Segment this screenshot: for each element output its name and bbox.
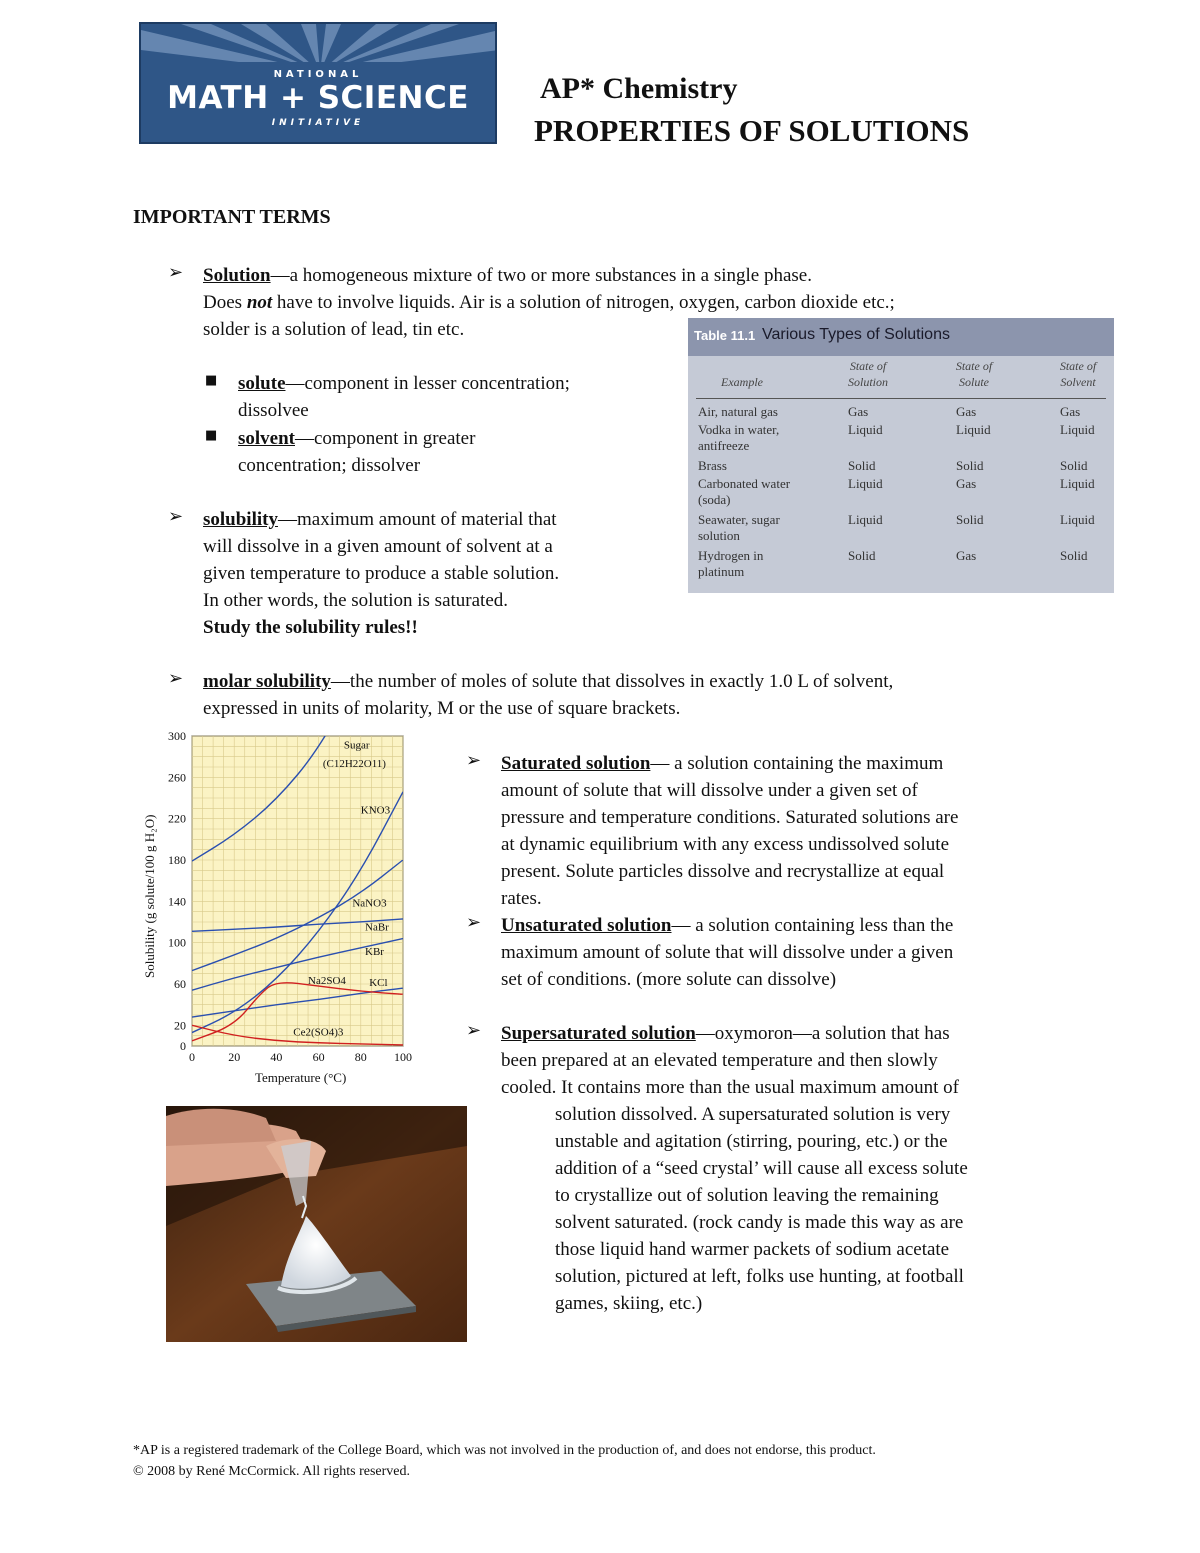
table-cell: Carbonated water (soda): [698, 476, 791, 507]
table-header-solution: State of Solution: [847, 359, 888, 389]
arrow-bullet-icon: ➢: [168, 668, 184, 689]
table-divider: [696, 398, 1106, 399]
table-header-example: Example: [721, 375, 763, 389]
saturated-line4: at dynamic equilibrium with any excess undissolved solute: [501, 834, 950, 855]
x-tick-label: 40: [270, 1050, 283, 1064]
y-tick-label: 140: [168, 894, 186, 909]
supersaturated-definition: [501, 1020, 950, 1047]
saturated-line1: — a solution containing the maximum: [650, 753, 944, 774]
unsaturated-line2: maximum amount of solute that will dissolve under a given: [501, 942, 954, 963]
table-cell: Liquid: [1060, 512, 1095, 527]
nmsi-logo: [139, 22, 497, 144]
table-cell: Gas: [956, 404, 977, 419]
trademark-notice: *AP is a registered trademark of the College Board, which was not involved in the production of, and does not endorse, this product.: [133, 1443, 876, 1458]
unsaturated-line1: — a solution containing less than the: [671, 915, 954, 936]
y-tick-label: 180: [168, 853, 186, 867]
table-cell: Liquid: [956, 422, 991, 437]
table-number: Table 11.1: [694, 328, 756, 343]
solution-line2-a: Does: [203, 292, 247, 313]
arrow-bullet-icon: ➢: [168, 262, 184, 283]
supersaturated-line5: unstable and agitation (stirring, pouring, etc.) or the: [555, 1131, 948, 1152]
solubility-curve-chart: [130, 728, 420, 1093]
table-cell: Solid: [1060, 458, 1088, 473]
section-heading: IMPORTANT TERMS: [133, 206, 331, 228]
table-header-solute: State of Solute: [955, 359, 993, 389]
table-header-solvent: State of Solvent: [1059, 359, 1097, 389]
table-cell: Liquid: [848, 422, 883, 437]
saturated-line6: rates.: [501, 888, 542, 909]
series-label-kcl: KCl: [369, 977, 388, 990]
table-caption: Various Types of Solutions: [762, 326, 950, 343]
table-cell: Air, natural gas: [698, 404, 778, 419]
chart-x-ticks: [189, 1050, 412, 1064]
series-label-sugar-formula: (C12H22O11): [322, 758, 386, 770]
logo-line1: NATIONAL: [273, 69, 363, 80]
table-cell: Gas: [956, 548, 977, 563]
solute-line2: dissolvee: [238, 400, 309, 421]
supersaturated-term: Supersaturated solution: [501, 1023, 696, 1044]
table-cell: Solid: [956, 458, 984, 473]
table-cell: Gas: [956, 476, 977, 491]
supersaturated-line4: solution dissolved. A supersaturated solution is very: [555, 1104, 951, 1125]
solubility-line1: —maximum amount of material that: [277, 509, 557, 530]
table-cell: Seawater, sugar solution: [698, 512, 780, 543]
supersaturated-line8: solvent saturated. (rock candy is made this way as are: [555, 1212, 964, 1233]
table-cell: Liquid: [1060, 476, 1095, 491]
molar-solubility-line2: expressed in units of molarity, M or the use of square brackets.: [203, 698, 681, 719]
x-tick-label: 60: [312, 1050, 325, 1064]
chart-y-ticks: [168, 729, 186, 1053]
supersaturated-line7: to crystallize out of solution leaving the remaining: [555, 1185, 939, 1206]
series-label-kno3: KNO3: [360, 804, 391, 817]
arrow-bullet-icon: ➢: [466, 750, 482, 771]
solubility-line3: given temperature to produce a stable solution.: [203, 563, 560, 584]
logo-line3: INITIATIVE: [271, 118, 365, 128]
series-label-nano3: NaNO3: [352, 897, 387, 910]
arrow-bullet-icon: ➢: [466, 1020, 482, 1041]
solution-line2-emphasis: not: [246, 292, 273, 313]
x-tick-label: 100: [394, 1050, 412, 1064]
molar-solubility-term: molar solubility: [203, 671, 331, 692]
saturated-line2: amount of solute that will dissolve under a given set of: [501, 780, 918, 801]
supersaturated-line1: —oxymoron—a solution that has: [695, 1023, 950, 1044]
solute-definition: [238, 370, 570, 397]
series-label-nabr: NaBr: [365, 921, 389, 934]
solubility-term: solubility: [203, 509, 278, 530]
table-cell: Gas: [848, 404, 869, 419]
series-label-kbr: KBr: [365, 946, 384, 959]
y-tick-label: 260: [168, 770, 186, 785]
solubility-definition: [203, 506, 557, 533]
solution-definition: [203, 262, 812, 289]
y-tick-label: 60: [174, 977, 186, 991]
supersaturated-line6: addition of a “seed crystal’ will cause all excess solute: [555, 1158, 968, 1179]
logo-line2: MATH + SCIENCE: [167, 80, 469, 116]
y-tick-label: 100: [168, 935, 186, 950]
y-tick-label: 220: [168, 811, 186, 826]
supersaturated-line9: those liquid hand warmer packets of sodium acetate: [555, 1239, 950, 1260]
x-tick-label: 80: [354, 1050, 367, 1064]
table-cell: Brass: [698, 458, 727, 473]
solute-line1: —component in lesser concentration;: [285, 373, 570, 394]
saturated-line3: pressure and temperature conditions. Saturated solutions are: [501, 807, 959, 828]
chart-grid: [192, 736, 403, 1046]
supersaturated-line10: solution, pictured at left, folks use hunting, at football: [555, 1266, 964, 1287]
solvent-definition: [238, 425, 475, 452]
page-subtitle: PROPERTIES OF SOLUTIONS: [534, 113, 970, 148]
y-tick-label: 300: [168, 729, 186, 743]
series-label-sugar: Sugar: [343, 739, 370, 752]
solution-line2-b: have to involve liquids. Air is a solution of nitrogen, oxygen, carbon dioxide etc.;: [272, 292, 895, 313]
molar-solubility-line1: —the number of moles of solute that dissolves in exactly 1.0 L of solvent,: [330, 671, 894, 692]
series-label-na2so4: Na2SO4: [308, 975, 346, 987]
solute-term: solute: [238, 373, 286, 394]
arrow-bullet-icon: ➢: [168, 506, 184, 527]
table-cell: Solid: [848, 458, 876, 473]
supersaturated-line2: been prepared at an elevated temperature and then slowly: [501, 1050, 938, 1071]
chart-y-axis-label: Solubility (g solute/100 g H₂O): [142, 814, 157, 978]
solvent-line1: —component in greater: [295, 428, 476, 449]
solution-line2: [203, 289, 895, 316]
square-bullet-icon: ■: [205, 373, 218, 388]
solution-types-table: [688, 318, 1114, 593]
table-cell: Liquid: [848, 476, 883, 491]
table-cell: Hydrogen in platinum: [698, 548, 764, 579]
solution-line1: —a homogeneous mixture of two or more substances in a single phase.: [270, 265, 812, 286]
solvent-term: solvent: [238, 428, 295, 449]
x-tick-label: 20: [228, 1050, 241, 1064]
saturated-term: Saturated solution: [501, 753, 651, 774]
unsaturated-line3: set of conditions. (more solute can dissolve): [501, 969, 837, 990]
chart-x-axis-label: Temperature (°C): [255, 1070, 347, 1085]
supersaturated-line11: games, skiing, etc.): [555, 1293, 703, 1314]
table-cell: Gas: [1060, 404, 1081, 419]
unsaturated-term: Unsaturated solution: [501, 915, 672, 936]
sodium-acetate-photo: [166, 1106, 467, 1342]
solution-term: Solution: [203, 265, 271, 286]
table-cell: Solid: [848, 548, 876, 563]
solution-line3: solder is a solution of lead, tin etc.: [203, 319, 465, 340]
supersaturated-line3: cooled. It contains more than the usual maximum amount of: [501, 1077, 960, 1098]
table-cell: Solid: [1060, 548, 1088, 563]
solvent-line2: concentration; dissolver: [238, 455, 421, 476]
copyright-notice: © 2008 by René McCormick. All rights reserved.: [133, 1464, 410, 1479]
arrow-bullet-icon: ➢: [466, 912, 482, 933]
table-cell: Solid: [956, 512, 984, 527]
page-title: AP* Chemistry: [540, 72, 738, 105]
molar-solubility-definition: [203, 668, 893, 695]
square-bullet-icon: ■: [205, 428, 218, 443]
table-cell: Liquid: [1060, 422, 1095, 437]
solubility-rules-note: Study the solubility rules!!: [203, 617, 418, 638]
table-cell: Liquid: [848, 512, 883, 527]
solubility-line4: In other words, the solution is saturated.: [203, 590, 509, 611]
unsaturated-definition: [501, 912, 953, 939]
table-caption-bar: [688, 318, 1114, 356]
y-tick-label: 20: [174, 1018, 186, 1033]
series-label-ce2so43: Ce2(SO4)3: [293, 1026, 344, 1039]
saturated-line5: present. Solute particles dissolve and recrystallize at equal: [501, 861, 945, 882]
table-cell: Vodka in water, antifreeze: [698, 422, 780, 453]
x-tick-label: 0: [189, 1050, 195, 1064]
solubility-line2: will dissolve in a given amount of solvent at a: [203, 536, 553, 557]
saturated-definition: [501, 750, 943, 777]
y-tick-label: 0: [180, 1039, 186, 1053]
